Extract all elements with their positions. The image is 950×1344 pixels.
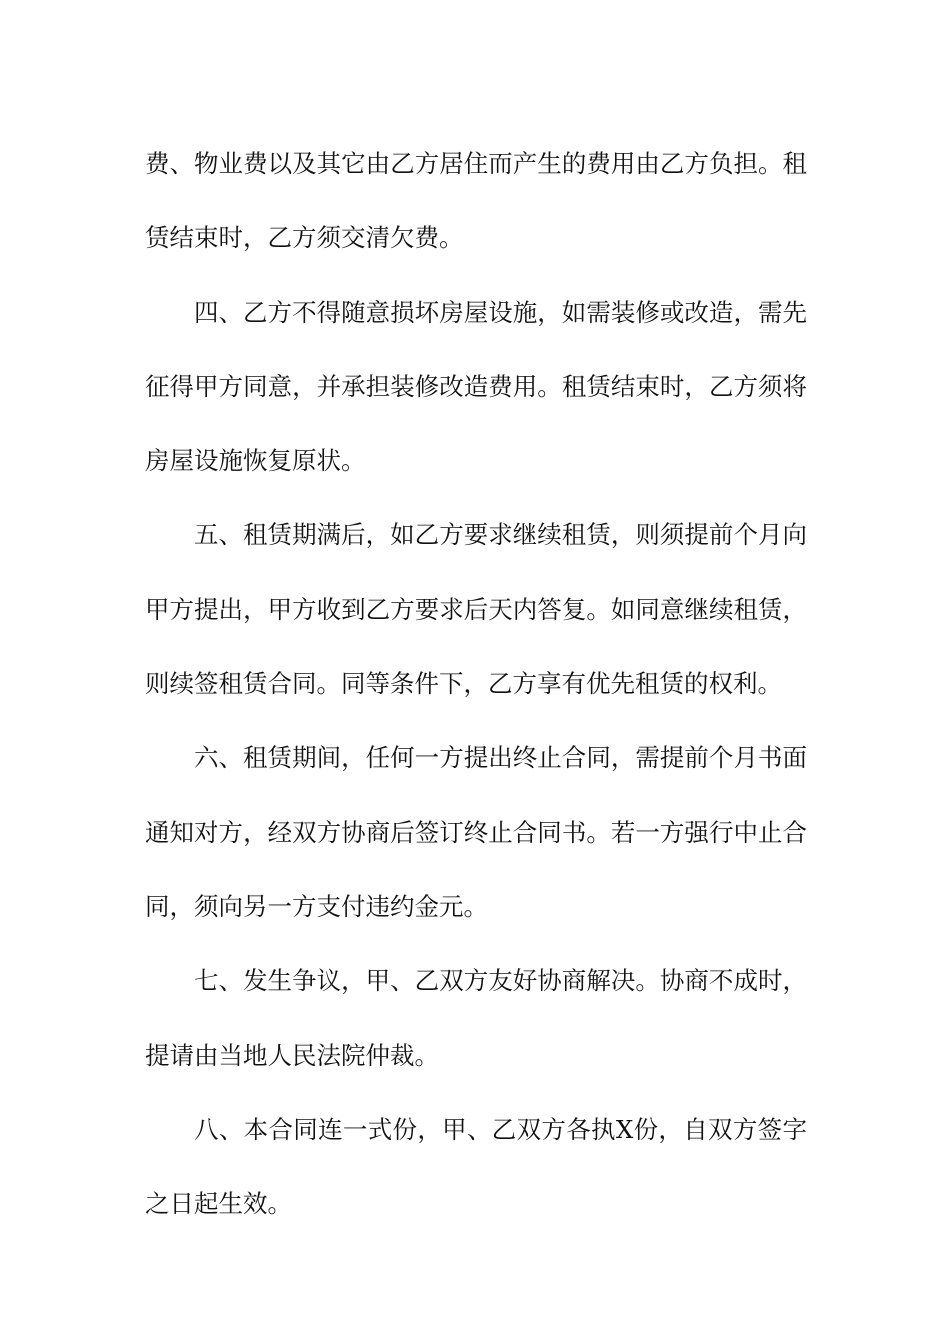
paragraph-clause-5: 五、租赁期满后，如乙方要求继续租赁，则须提前个月向甲方提出，甲方收到乙方要求后天内答复。如同意继续租赁，则续签租赁合同。同等条件下，乙方享有优先租赁的权利。 — [145, 520, 807, 699]
paragraph-clause-7: 七、发生争议，甲、乙双方友好协商解决。协商不成时，提请由当地人民法院仲裁。 — [145, 966, 807, 1070]
paragraph-fees-continued: 费、物业费以及其它由乙方居住而产生的费用由乙方负担。租赁结束时，乙方须交清欠费。 — [145, 149, 807, 253]
paragraph-clause-8: 八、本合同连一式份，甲、乙双方各执X份，自双方签字之日起生效。 — [145, 1114, 807, 1219]
paragraph-clause-4: 四、乙方不得随意损坏房屋设施，如需装修或改造，需先征得甲方同意，并承担装修改造费用。租赁结束时，乙方须将房屋设施恢复原状。 — [145, 297, 807, 476]
paragraph-clause-6: 六、租赁期间，任何一方提出终止合同，需提前个月书面通知对方，经双方协商后签订终止合同书。若一方强行中止合同，须向另一方支付违约金元。 — [145, 743, 807, 921]
contract-body — [145, 127, 807, 1241]
